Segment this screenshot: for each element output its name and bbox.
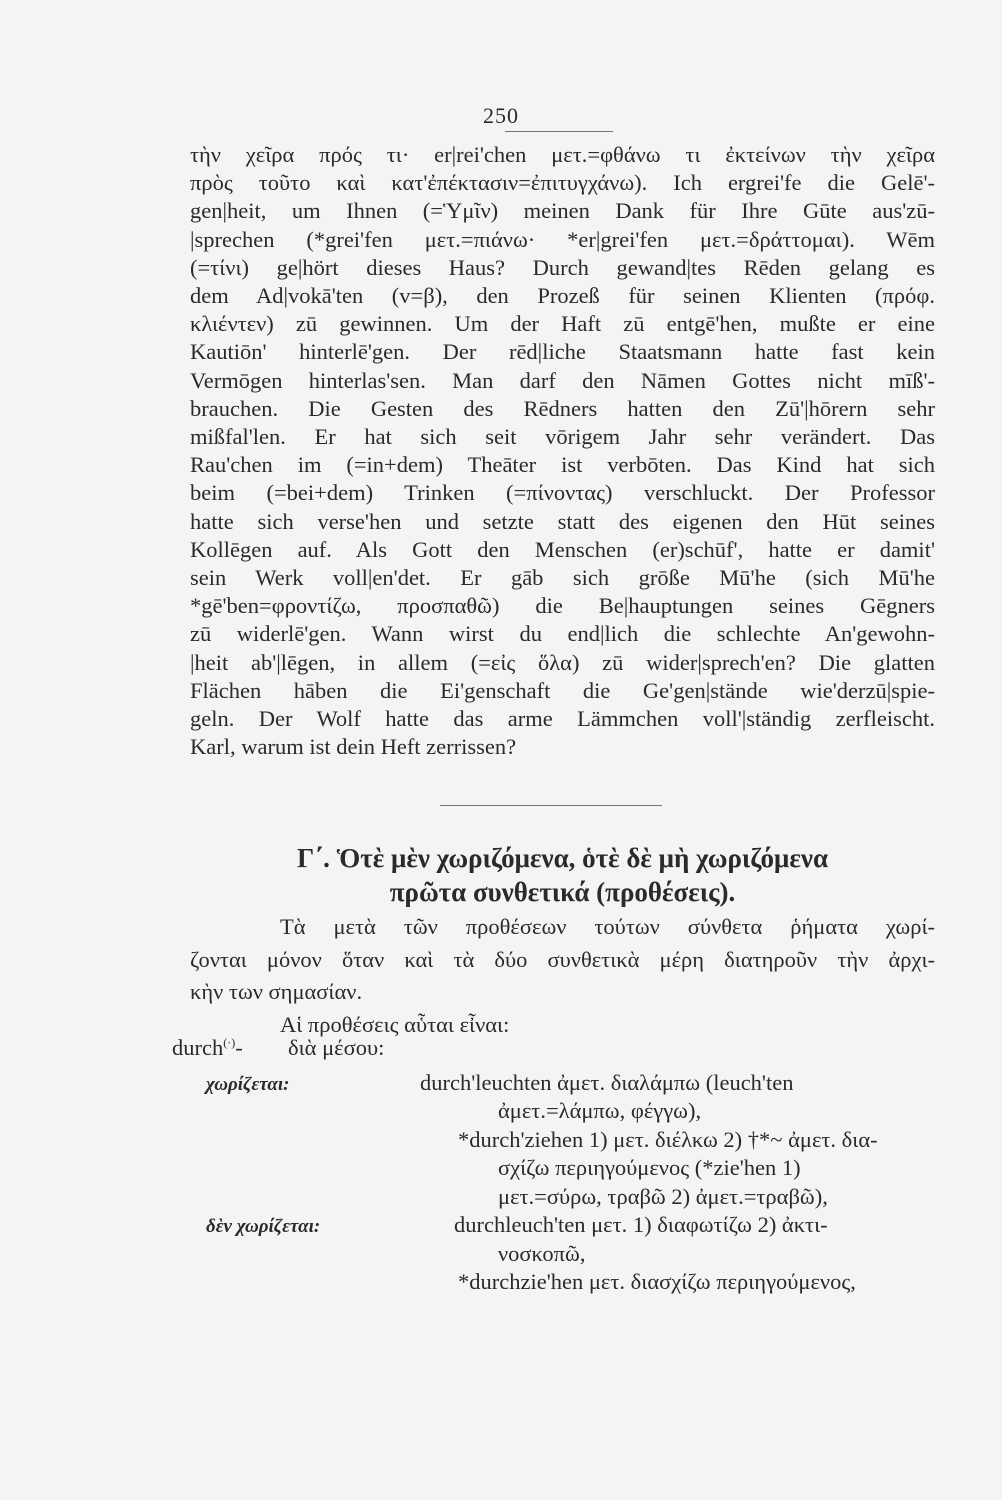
entry-row: [172, 1154, 932, 1183]
entries-block: [172, 1010, 932, 1297]
entry-line: *durch'ziehen 1) μετ. διέλκω 2) †*~ ἀμετ. δια-: [458, 1126, 878, 1152]
text-line: brauchen. Die Gesten des Rēdners hatten den Zū'|hōrern sehr: [190, 395, 935, 421]
heading-line-2: πρῶτα συνθετικά (προθέσεις).: [389, 877, 736, 907]
text-line: |heit ab'|lēgen, in allem (=εἰς ὅλα) zū wider|sprech'en? Die glatten: [190, 649, 935, 675]
paragraph-1: [190, 141, 935, 761]
heading-line-1: Γ΄. Ὁτὲ μὲν χωριζόμενα, ὁτὲ δὲ μὴ χωριζόμενα: [296, 843, 829, 873]
text-line: gen|heit, um Ihnen (=Ὑμῖν) meinen Dank für Ihre Gūte aus'zū-: [190, 198, 935, 224]
text-line: (=τίνι) ge|hört dieses Haus? Durch gewand|tes Rēden gelang es: [190, 254, 935, 280]
entry-line: νοσκοπῶ,: [498, 1240, 586, 1266]
text-line: |sprechen (*grei'fen μετ.=πιάνω· *er|grei'fen μετ.=δράττομαι). Wēm: [190, 226, 935, 252]
text-line: beim (=bei+dem) Trinken (=πίνοντας) verschluckt. Der Professor: [190, 480, 935, 506]
label-inseparable: δὲν χωρίζεται:: [206, 1216, 321, 1237]
text-line: Αἱ προθέσεις αὗται εἶναι:: [280, 1011, 510, 1037]
text-line: πρὸς τοῦτο καὶ κατ'ἐπέκτασιν=ἐπιτυγχάνω). Ich ergrei'fe die Gelē'-: [190, 170, 935, 196]
margin-superscript: (·): [223, 1035, 236, 1050]
entry-row: [172, 1069, 932, 1098]
text-line: κλιέντεν) zū gewinnen. Um der Haft zū entgē'hen, mußte er eine: [190, 311, 935, 337]
text-line: Kautiōn' hinterlē'gen. Der rēd|liche Staatsmann hatte fast kein: [190, 339, 935, 365]
entry-head-row: [172, 1034, 932, 1063]
label-separable: χωρίζεται:: [206, 1073, 290, 1095]
margin-tail: -: [235, 1035, 243, 1060]
text-line: zū widerlē'gen. Wann wirst du end|lich die schlechte An'gewohn-: [190, 621, 935, 647]
entry-row: [172, 1097, 932, 1126]
entry-row: [172, 1240, 932, 1269]
entry-line: durchleuch'ten μετ. 1) διαφωτίζω 2) ἀκτι-: [454, 1212, 828, 1237]
text-line: Kollēgen auf. Als Gott den Menschen (er)schūf', hatte er damit': [190, 536, 935, 562]
text-line: Flächen hāben die Ei'genschaft die Ge'gen|stände wie'derzū|spie-: [190, 677, 935, 703]
text-line: sein Werk voll|en'det. Er gāb sich grōße Mū'he (sich Mū'he: [190, 565, 935, 591]
text-line: geln. Der Wolf hatte das arme Lämmchen voll'|ständig zerfleischt.: [190, 706, 935, 732]
entry-line: durch'leuchten ἀμετ. διαλάμπω (leuch'ten: [420, 1069, 794, 1095]
entry-row: [172, 1183, 932, 1212]
entry-line: ἀμετ.=λάμπω, φέγγω),: [498, 1098, 702, 1123]
text-line: ζονται μόνον ὅταν καὶ τὰ δύο συνθετικὰ μέρη διατηροῦν τὴν ἀρχι-: [190, 946, 935, 972]
text-line: κὴν των σημασίαν.: [190, 979, 363, 1004]
margin-word: durch: [172, 1035, 224, 1060]
text-line: τὴν χεῖρα πρός τι· er|rei'chen μετ.=φθάνω τι ἐκτείνων τὴν χεῖρα: [190, 142, 935, 167]
text-line: mißfal'len. Er hat sich seit vōrigem Jahr sehr verändert. Das: [190, 424, 935, 450]
entry-row: [172, 1126, 932, 1155]
text-line: Τὰ μετὰ τῶν προθέσεων τούτων σύνθετα ῥήματα χωρί-: [280, 914, 935, 939]
text-line: Rau'chen im (=in+dem) Theāter ist verbōten. Das Kind hat sich: [190, 452, 935, 478]
text-line: Karl, warum ist dein Heft zerrissen?: [190, 734, 517, 760]
page-number: 250: [483, 103, 519, 128]
text-line: *gē'ben=φροντίζω, προσπαθῶ) die Be|hauptungen seines Gēgners: [190, 593, 935, 619]
section-heading: [190, 841, 935, 909]
entry-row: [172, 1211, 932, 1240]
entry-line: μετ.=σύρω, τραβῶ 2) ἀμετ.=τραβῶ),: [498, 1183, 828, 1209]
text-line: dem Ad|vokā'ten (v=β), den Prozeß für seinen Klienten (πρόφ.: [190, 283, 935, 309]
page-number-rule: [505, 131, 613, 132]
margin-prefix: [172, 1034, 243, 1063]
text-line: Vermōgen hinterlas'sen. Man darf den Nāmen Gottes nicht mīß'-: [190, 367, 935, 393]
entry-row: [172, 1268, 932, 1297]
text-line: hatte sich verse'hen und setzte statt des eigenen den Hūt seines: [190, 508, 935, 534]
entry-line: σχίζω περιηγούμενος (*zie'hen 1): [498, 1155, 801, 1180]
entry-meaning: διὰ μέσου:: [288, 1035, 385, 1060]
entry-line: *durchzie'hen μετ. διασχίζω περιηγούμενος,: [458, 1269, 856, 1294]
section-divider: [440, 805, 662, 806]
